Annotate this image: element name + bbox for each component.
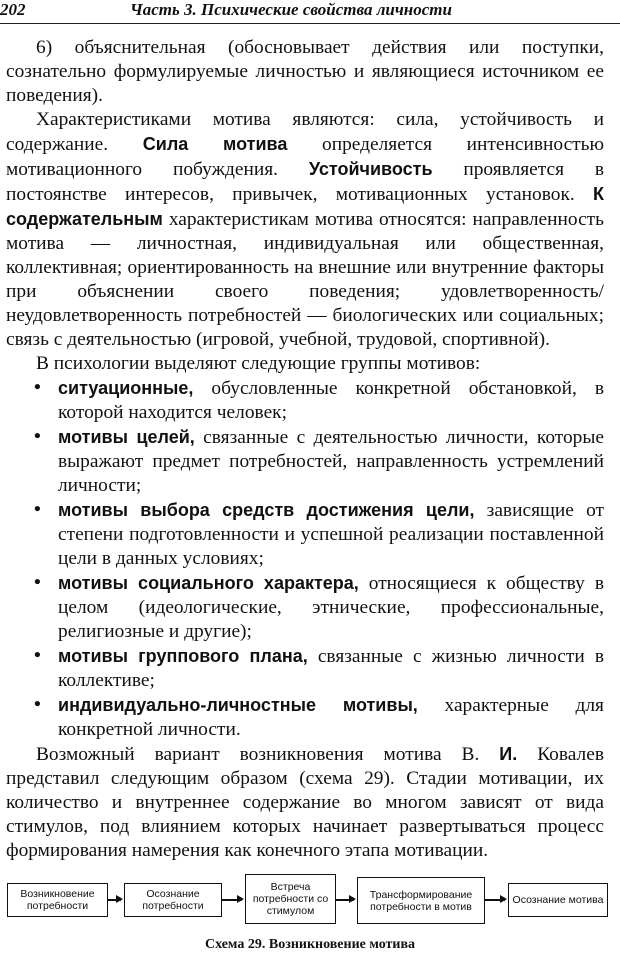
- bullet-text: зависящие от степени подготовленности и успешной реализации поставленной цели в данных условиях;: [58, 500, 604, 569]
- initial-bold: И.: [499, 744, 518, 764]
- scheme-box-need-awareness: Осознание потребности: [124, 883, 222, 917]
- bullet-term: мотивы выбора средств достижения цели,: [58, 500, 475, 520]
- bullet-item: [6, 498, 604, 571]
- bullet-term: мотивы социального характера,: [58, 573, 359, 593]
- bullet-text: характерные для конкретной личности.: [58, 695, 604, 740]
- running-title: Часть 3. Психические свойства личности: [130, 0, 452, 19]
- scheme-box-need-to-motive: Трансформирование потребности в мотив: [357, 877, 485, 924]
- arrow-icon: [336, 899, 354, 901]
- bullet-icon: •: [34, 499, 41, 520]
- term-stability: Устойчивость: [308, 159, 433, 179]
- text-run: Характеристиками мотива являются: сила, устойчивость и содержание.: [6, 109, 604, 155]
- term-content: К содержательным: [6, 184, 604, 229]
- scheme-box-need-meets-stimulus: Встреча потребности со стимулом: [245, 874, 336, 924]
- body-text: [6, 36, 604, 863]
- bullet-item: [6, 425, 604, 498]
- bullet-icon: •: [34, 694, 41, 715]
- bullet-text: относящиеся к обществу в целом (идеологические, этнические, профессиональные, религиозные и другие);: [58, 573, 604, 642]
- bullet-item: [6, 693, 604, 742]
- arrow-icon: [222, 899, 242, 901]
- bullet-term: ситуационные,: [58, 378, 194, 398]
- bullet-icon: •: [34, 645, 41, 666]
- text-run: Ковалев представил следующим образом (схема 29). Стадии мотивации, их количество и внутреннее содержание во многом зависят от вида стимулов, под влиянием которых начинает развертываться процесс формирования намерения как конечного этапа мотивации.: [6, 744, 604, 861]
- paragraph-3: В психологии выделяют следующие группы мотивов:: [36, 353, 481, 374]
- scheme-caption: Схема 29. Возникновение мотива: [204, 937, 416, 952]
- text-run: определяется интенсивностью мотивационного побуждения.: [6, 134, 604, 180]
- bullet-term: индивидуально-личностные мотивы,: [58, 695, 418, 715]
- bullet-text: связанные с деятельностью личности, которые выражают предмет потребностей, направленность устремлений личности;: [58, 427, 605, 496]
- header-rule: [0, 23, 620, 24]
- scheme-box-need-arises: Возникновение потребности: [7, 883, 108, 917]
- bullet-text: связанные с жизнью личности в коллективе;: [58, 646, 605, 691]
- text-run: Возможный вариант возникновения мотива В.: [36, 744, 500, 765]
- motive-scheme: [0, 868, 620, 928]
- arrow-icon: [108, 899, 121, 901]
- bullet-term: мотивы группового плана,: [58, 646, 308, 666]
- bullet-item: [6, 644, 604, 693]
- text-run: проявляется в постоянстве интересов, привычек, мотивационных установок.: [6, 159, 604, 205]
- bullet-icon: •: [34, 426, 41, 447]
- bullet-item: [6, 571, 604, 644]
- page-header: [0, 0, 620, 24]
- term-strength: Сила мотива: [142, 134, 288, 154]
- text-run: характеристикам мотива относятся: направленность мотива — личностная, индивидуальная или общественная, коллективная; ориентированность на внешние или внутренние факторы при объяснении своего поведения; удовлетворенность/неудовлетворенность потребностей — биологических или социальных; связь с деятельностью (игровой, учебной, трудовой, спортивной).: [6, 209, 604, 350]
- scheme-box-motive-awareness: Осознание мотива: [508, 883, 608, 917]
- bullet-text: обусловленные конкретной обстановкой, в которой находится человек;: [58, 378, 604, 423]
- page-number: 202: [0, 0, 26, 19]
- arrow-icon: [485, 899, 505, 901]
- paragraph-2: [6, 108, 604, 352]
- bullet-icon: •: [34, 572, 41, 593]
- bullet-icon: •: [34, 377, 41, 398]
- bullet-item: [6, 376, 604, 425]
- bullet-term: мотивы целей,: [58, 427, 195, 447]
- paragraph-4: [6, 742, 604, 863]
- paragraph-1: 6) объяснительная (обосновывает действия или поступки, сознательно формулируемые личностью и являющиеся источником ее поведения).: [6, 37, 604, 106]
